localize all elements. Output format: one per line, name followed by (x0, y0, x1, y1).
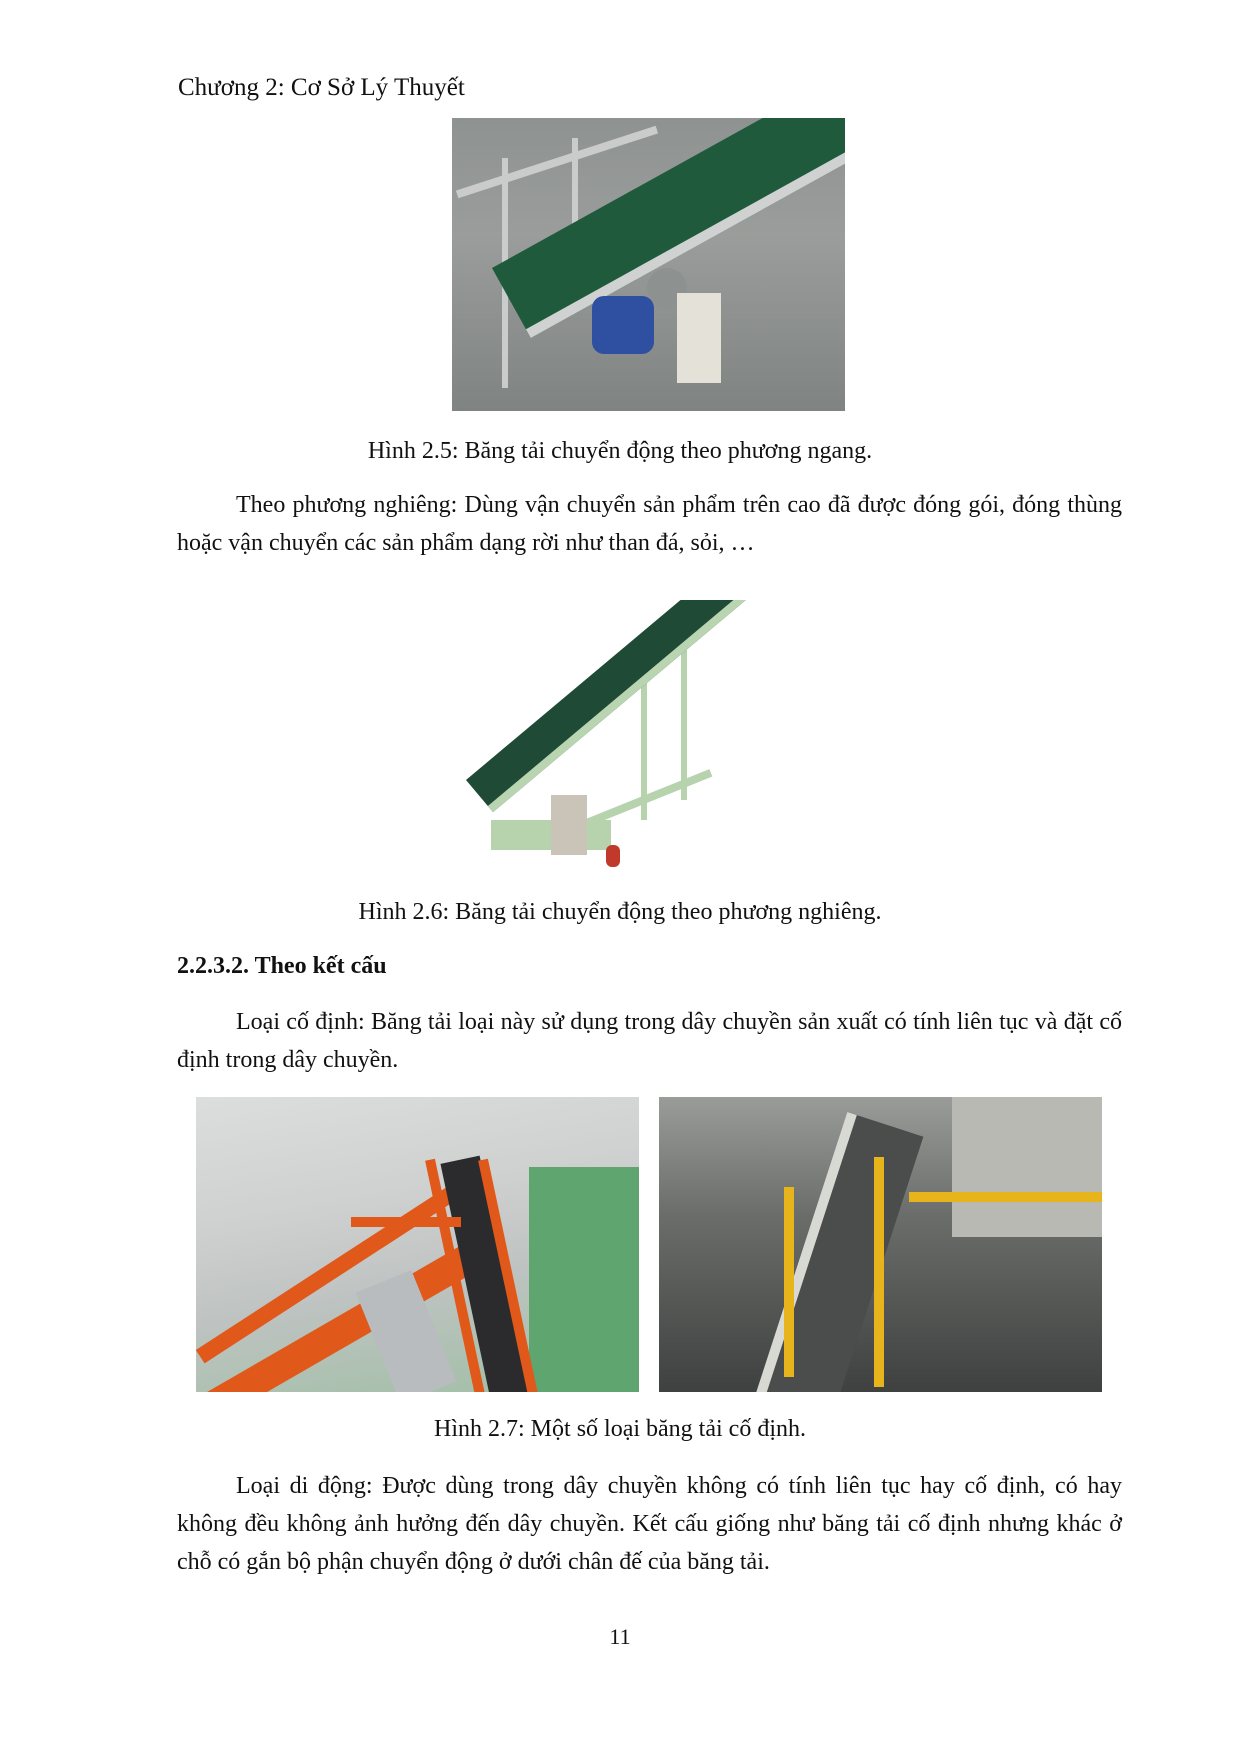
paragraph-fixed-text: Loại cố định: Băng tải loại này sử dụng trong dây chuyền sản xuất có tính liên tục và đặt cố định trong dây chuyền. (177, 1009, 1122, 1073)
paragraph-fixed (177, 1003, 1122, 1079)
figure-2-5-image (452, 118, 845, 411)
figure-2-7-image-right (659, 1097, 1102, 1392)
figure-2-6-caption: Hình 2.6: Băng tải chuyển động theo phương nghiêng. (358, 899, 882, 925)
control-box-shape (677, 293, 721, 383)
paragraph-inclined (177, 486, 1122, 562)
figure-2-7-image-left (196, 1097, 639, 1392)
figure-2-7-caption: Hình 2.7: Một số loại băng tải cố định. (434, 1416, 806, 1442)
paragraph-mobile (177, 1467, 1122, 1581)
inclined-belt-shape (466, 600, 769, 812)
chapter-header: Chương 2: Cơ Sở Lý Thuyết (178, 74, 465, 101)
figure-2-6-image (456, 600, 776, 872)
section-heading: 2.2.3.2. Theo kết cấu (177, 953, 387, 979)
paragraph-mobile-text: Loại di động: Được dùng trong dây chuyền không có tính liên tục hay cố định, có hay không đều không ảnh hưởng đến dây chuyền. Kết cấu giống như băng tải cố định nhưng khác ở chỗ có gắn bộ phận chuyển động ở dưới chân đế của băng tải. (177, 1473, 1122, 1575)
page-number: 11 (609, 1624, 631, 1649)
figure-2-5-caption: Hình 2.5: Băng tải chuyển động theo phương ngang. (367, 438, 873, 464)
gear-motor-shape (592, 296, 654, 354)
paragraph-inclined-text: Theo phương nghiêng: Dùng vận chuyển sản phẩm trên cao đã được đóng gói, đóng thùng hoặc vận chuyển các sản phẩm dạng rời như than đá, sỏi, … (177, 492, 1122, 556)
coal-belt-shape (755, 1112, 924, 1392)
